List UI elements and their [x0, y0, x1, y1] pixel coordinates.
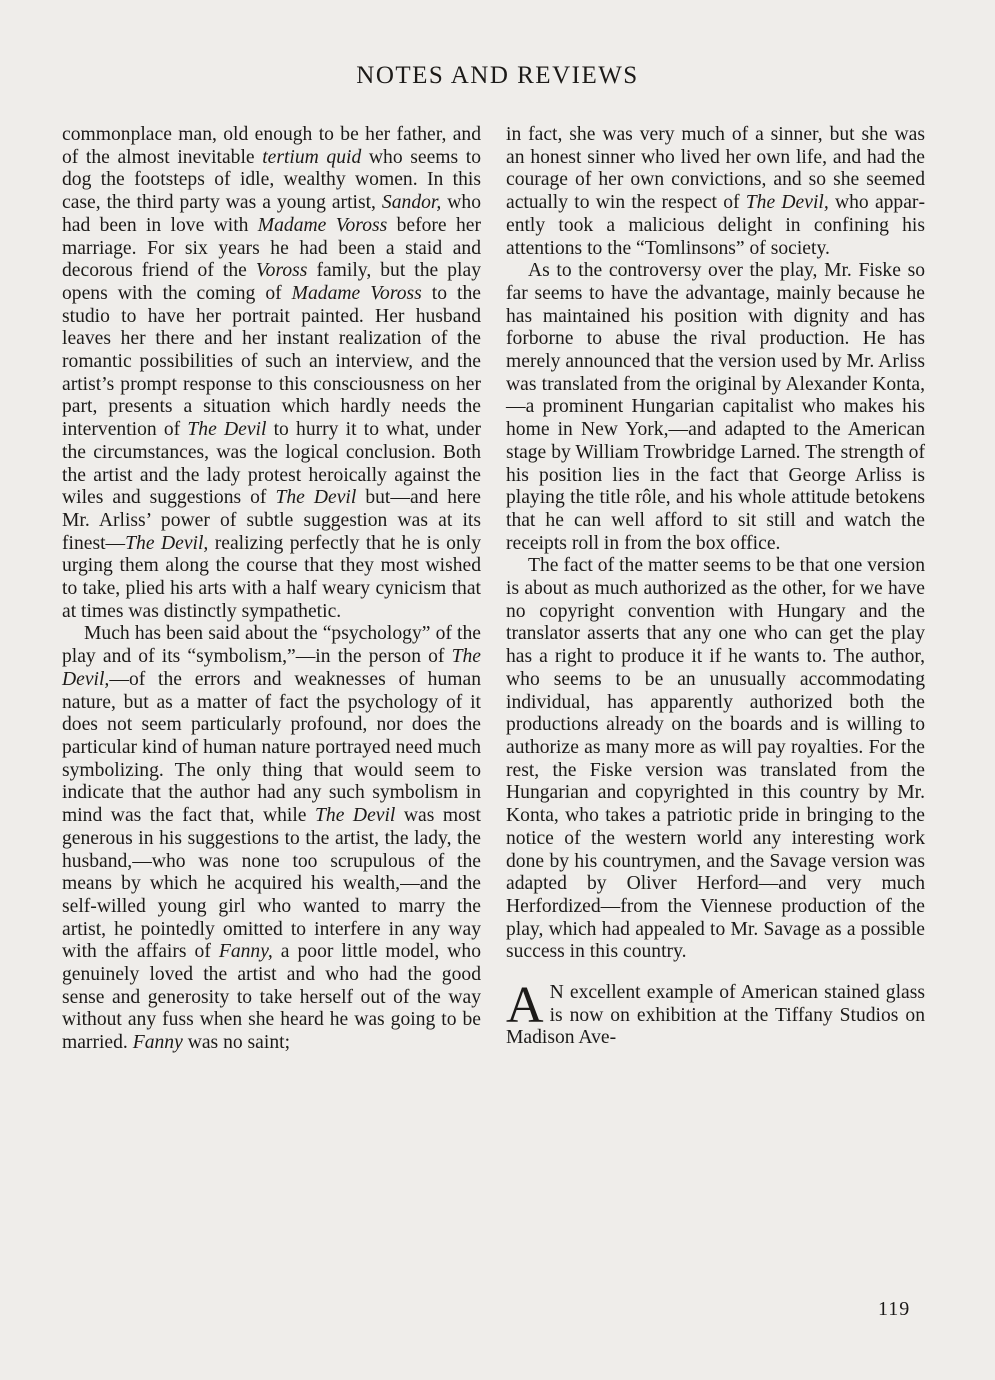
text-run: was most generous in his suggestions to the artist, the lady, the husband,—who was none too scrupulous of the means by which he acquired his wealth,—and the self-willed young girl who wanted to marry the artist, he pointedly omitted to interfere in any way with the affairs of: [62, 805, 481, 963]
italic-text-run: tertium quid: [262, 146, 362, 168]
right-paragraph-1: [506, 124, 925, 260]
page-number: 119: [878, 1298, 911, 1320]
italic-text-run: Fanny: [132, 1032, 183, 1054]
text-run: commonplace man, old enough to be her father, and of the almost inevitable: [62, 124, 481, 168]
text-run: in fact, she was very much of a sinner, but she was an honest sinner who lived her own life, and had the courage of her own convictions, and so she seemed actually to win the respect of: [506, 124, 925, 214]
page-title: NOTES AND REVIEWS: [356, 62, 639, 89]
text-run: who seems to dog the footsteps of idle, wealthy women. In this case, the third party was a young artist,: [62, 146, 481, 214]
right-paragraph-4: [506, 977, 925, 1050]
italic-text-run: The Devil: [315, 805, 396, 827]
italic-text-run: The Devil,: [745, 192, 829, 214]
italic-text-run: Sandor,: [381, 192, 442, 214]
section-break: [506, 964, 925, 982]
italic-text-run: The Devil: [275, 487, 357, 509]
right-paragraph-2: [506, 260, 925, 555]
drop-cap: A: [506, 977, 544, 1035]
right-column: [506, 124, 925, 1050]
italic-text-run: Fanny,: [218, 941, 273, 963]
text-run: was no saint;: [182, 1032, 291, 1054]
text-run: who apparently took a malicious delight in confining his attentions to the “Tomlinsons” of society.: [506, 192, 925, 259]
text-run: As to the controversy over the play, Mr. Fiske so far seems to have the advantage, mainly because he has maintained his position with dignity and has forborne to abuse the rival production. He has merely announced that the version used by Mr. Arliss was translated from the original by Alexander Konta,—a prominent Hungarian capitalist who makes his home in New York,—and adapted to the American stage by William Trowbridge Larned. The strength of his position lies in the fact that George Arliss is playing the title rôle, and his whole attitude betokens that he can well afford to sit still and watch the receipts roll in from the box office.: [506, 260, 925, 554]
right-paragraph-3: [506, 555, 925, 964]
right-paragraph-4-text: [506, 977, 925, 1049]
left-paragraph-1: [62, 124, 481, 623]
text-run: N excellent example of American stained glass is now on exhibition at the Tiffany Studios on Madison Ave-: [506, 982, 925, 1049]
text-run: before her marriage. For six years he had been a staid and decorous friend of the: [62, 214, 481, 282]
italic-text-run: The Devil,: [62, 646, 481, 690]
text-run: to hurry it to what, under the circumstances, was the logical conclusion. Both the artist and the lady protest heroically against the wiles and suggestions of: [62, 419, 481, 509]
text-run: to the studio to have her portrait painted. Her husband leaves her there and her instant realization of the romantic possibilities of such an interview, and the artist’s prompt response to this consciousness on her part, presents a situation which hardly needs the intervention of: [62, 282, 481, 441]
text-run: who had been in love with: [62, 192, 481, 236]
italic-text-run: Voross: [255, 260, 308, 282]
italic-text-run: Madame Voross: [291, 282, 422, 304]
left-column: [62, 124, 481, 1055]
text-run: but—and here Mr. Arliss’ power of subtle suggestion was at its finest—: [62, 487, 481, 554]
text-run: a poor little model, who genuinely loved the artist and who had the good sense and generosity to take herself out of the way without any fuss when she heard he was going to be married.: [62, 941, 482, 1054]
left-paragraph-2: [62, 623, 481, 1054]
text-run: —of the errors and weaknesses of human nature, but as a matter of fact the psychology of it does not seem particularly profound, nor does the particular kind of human nature portrayed need much symbolizing. The only thing that would seem to indicate that the author had any such symbolism in mind was the fact that, while: [62, 668, 481, 827]
italic-text-run: The Devil: [187, 419, 267, 441]
italic-text-run: Madame Voross: [257, 214, 388, 236]
text-run: Much has been said about the “psychology” of the play and of its “symbolism,”—in the person of: [62, 623, 481, 668]
text-run: The fact of the matter seems to be that one version is about as much authorized as the other, for we have no copyright convention with Hungary and the translator asserts that any one who can get the play has a right to produce it if he wants to. The author, who seems to be an unusually accommodating individual, has apparently authorized both the productions already on the boards and is willing to authorize as many more as will pay royalties. For the rest, the Fiske version was translated from the Hungarian and copyrighted in this country by Mr. Konta, who takes a patriotic pride in bringing to the notice of the western world any interesting work done by his countrymen, and the Savage version was adapted by Oliver Herford—and very much Herfordized—from the Viennese production of the play, which had appealed to Mr. Savage as a possible success in this country.: [506, 555, 925, 963]
text-run: family, but the play opens with the coming of: [62, 260, 481, 304]
text-run: realizing perfectly that he is only urging them along the course that they most wished to take, plied his arts with a half weary cynicism that at times was distinctly sympathetic.: [62, 532, 481, 622]
italic-text-run: The Devil,: [125, 532, 209, 554]
